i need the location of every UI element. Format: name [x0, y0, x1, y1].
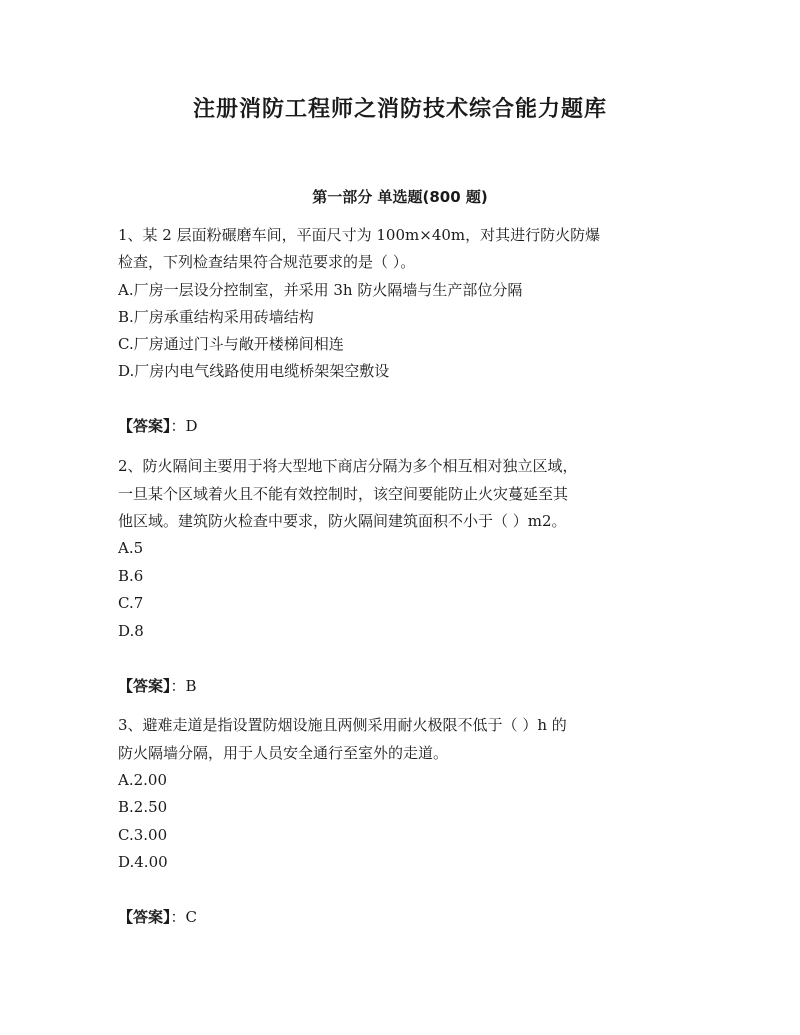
question-2-option-b: B.6 [118, 567, 144, 585]
answer-value: ：B [170, 677, 197, 695]
question-3-option-c: C.3.00 [118, 826, 168, 844]
question-1-option-a: A.厂房一层设分控制室，并采用 3h 防火隔墙与生产部位分隔 [118, 281, 523, 299]
section-heading: 第一部分 单选题(800 题) [312, 188, 488, 206]
question-2-stem-line-2: 一旦某个区域着火且不能有效控制时，该空间要能防止火灾蔓延至其 [118, 485, 569, 503]
question-2-option-c: C.7 [118, 594, 144, 612]
question-2-option-a: A.5 [118, 539, 144, 557]
question-3-option-d: D.4.00 [118, 853, 168, 871]
question-3-option-b: B.2.50 [118, 798, 168, 816]
question-1-stem-line-1: 1、某 2 层面粉碾磨车间，平面尺寸为 100m×40m，对其进行防火防爆 [118, 226, 601, 244]
answer-label: 【答案】 [118, 417, 171, 435]
question-1-stem-line-2: 检查，下列检查结果符合规范要求的是（ ）。 [118, 253, 416, 271]
answer-label: 【答案】 [118, 677, 171, 695]
answer-label: 【答案】 [118, 908, 171, 926]
question-2-option-d: D.8 [118, 622, 144, 640]
question-1-option-b: B.厂房承重结构采用砖墙结构 [118, 308, 314, 326]
question-3-answer [118, 907, 688, 927]
question-1-option-c: C.厂房通过门斗与敞开楼梯间相连 [118, 335, 344, 353]
question-2-answer [118, 676, 688, 696]
question-1-option-d: D.厂房内电气线路使用电缆桥架架空敷设 [118, 362, 390, 380]
question-2-stem-line-1: 2、防火隔间主要用于将大型地下商店分隔为多个相互相对独立区域， [118, 457, 578, 475]
question-3-stem-line-2: 防火隔墙分隔，用于人员安全通行至室外的走道。 [118, 744, 449, 762]
answer-value: ：D [170, 417, 198, 435]
answer-value: ：C [170, 908, 197, 926]
question-1-answer [118, 416, 688, 436]
question-2-stem-line-3: 他区域。建筑防火检查中要求，防火隔间建筑面积不小于（ ）m2。 [118, 512, 567, 530]
document-title: 注册消防工程师之消防技术综合能力题库 [192, 97, 607, 122]
question-3-stem-line-1: 3、避难走道是指设置防烟设施且两侧采用耐火极限不低于（ ）h 的 [118, 716, 567, 734]
question-3-option-a: A.2.00 [118, 771, 167, 789]
